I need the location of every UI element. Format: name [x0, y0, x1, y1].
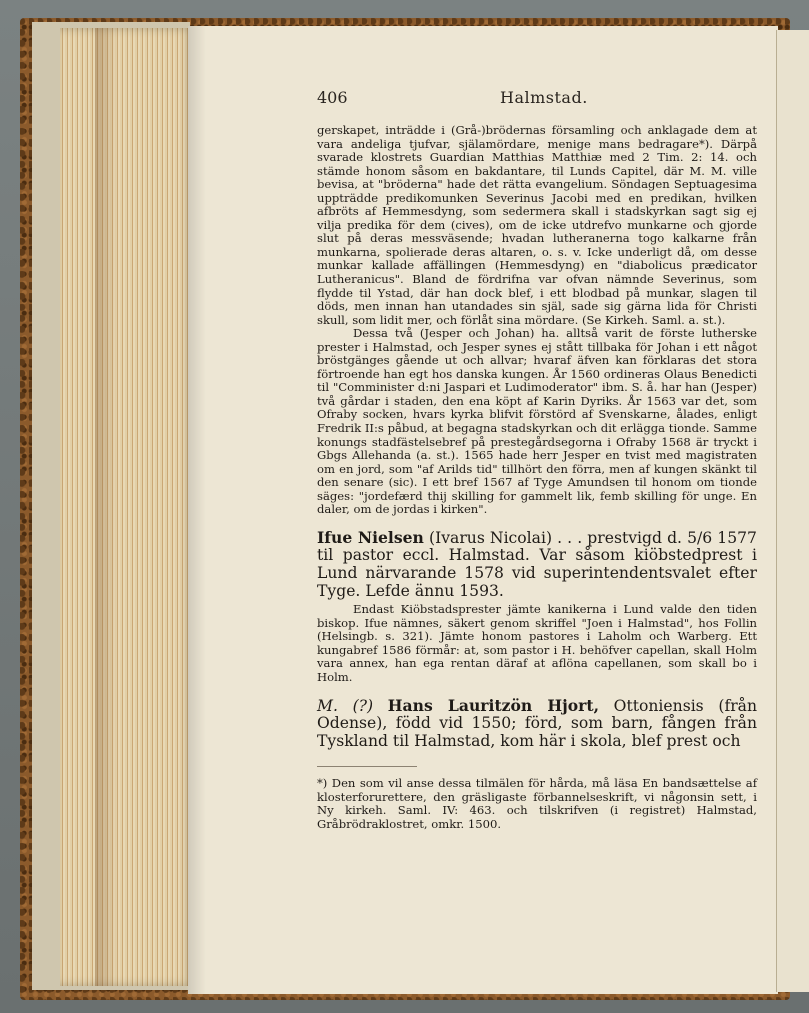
entry-1-text: (Ivarus Nicolai) . . . prestvigd d. 5/6 1577 til pastor eccl. Halmstad. Var såsom kiöbstedprest i Lund närvarande 1578 vid superintendentsvalet efter Tyge. Lefde ännu 1593. [317, 528, 757, 600]
footnote-divider [317, 766, 417, 767]
paragraph-3: Endast Kiöbstadsprester jämte kanikerna i Lund valde den tiden biskop. Ifue nämnes, säkert genom skriffel "Joen i Halmstad", hos Follin (Helsingb. s. 321). Jämte honom pastores i Laholm och Warberg. Ett kungabref 1586 förmår: at, som pastor i H. behöfver capellan, skall Holm vara annex, han ega rentan däraf at aflöna capellanen, som skall bo i Holm. [317, 602, 757, 684]
entry-ifue-nielsen [317, 529, 757, 600]
facing-page-edge [776, 30, 809, 992]
entry-2-prefix: M. (?) [317, 696, 388, 715]
page-stack-edge [60, 28, 195, 986]
paragraph-2: Dessa två (Jesper och Johan) ha. alltså varit de förste lutherske prester i Halmstad, och Jesper synes ej stått tillbaka för Johan i ett något bröstgänges gående ut och allvar; hvaraf äfven kan förklaras det stora förtroende han egt hos danska kungen. År 1560 ordineras Olaus Benedicti til "Comminister d:ni Jaspari et Ludimoderator" ibm. S. å. har han (Jesper) två gårdar i staden, den ena köpt af Karin Dyriks. År 1563 var det, som Ofraby socken, hvars kyrka blifvit förstörd af Svenskarne, ålades, enligt Fredrik II:s påbud, at begagna stadskyrkan och dit erlägga tionde. Samme konungs stadfästelsebref på prestegårdsegorna i Ofraby 1568 är tryckt i Gbgs Allehanda (a. st.). 1565 hade herr Jesper en tvist med magistraten om en jord, som "af Arilds tid" tillhört den förra, men af kungen skänkt til den senare (sic). I ett bref 1567 af Tyge Amundsen til honom om tionde säges: "jordefærd thij skilling for gammelt lik, femb skilling för unge. En daler, om de jordas i kirken". [317, 326, 757, 517]
page-stack-shadow [95, 28, 117, 986]
running-head [317, 88, 757, 110]
paragraph-1: gerskapet, inträdde i (Grå-)brödernas församling och anklagade dem at vara andeliga tjufvar, själamördare, menige mans bedragare*). Därpå svarade klostrets Guardian Matthias Matthiæ med 2 Tim. 2: 14. och stämde honom såsom en bakdantare, til Lunds Capitel, där M. M. ville bevisa, at "bröderna" hade det rätta evangelium. Söndagen Septuagesima uppträdde predikomunken Severinus Jacobi med en predikan, hvilken afbröts af Hemmesdyng, som sedermera skall i stadskyrkan sagt sig ej vilja predika för dem (cives), om de icke utdrefvo munkarne och gjorde slut på deras messväsende; hvadan lutheranerna togo kalkarne från munkarna, spolierade deras altaren, o. s. v. Icke underligt då, om desse munkar kallade affällingen (Hemmesdyng) en "diabolicus prædicator Lutheranicus". Bland de fördrifna var ofvan nämnde Severinus, som flydde til Ystad, där han dock blef, i ett blodbad på munkar, slagen til döds, men innan han utandades sin själ, sade sig gärna lida för Christi skull, som lidit mer, och förlåt sina mördare. (Se Kirkeh. Saml. a. st.). [317, 123, 757, 327]
footnote: *) Den som vil anse dessa tilmälen för hårda, må läsa En bandsættelse af klosterforurettere, den gräsligaste förbannelseskrift, vi någonsin sett, i Ny kirkeh. Saml. IV: 463. och tilskrifven (i registret) Halmstad, Gråbrödraklostret, omkr. 1500. [317, 776, 757, 832]
entry-hans-hjort [317, 697, 757, 751]
entry-2-text: Ottoniensis (från Odense), född vid 1550; förd, som barn, fången från Tyskland til Halmstad, kom här i skola, blef prest och [317, 696, 758, 750]
entry-2-name: Hans Lauritzön Hjort, [387, 695, 600, 715]
page-text [317, 124, 757, 832]
running-title: Halmstad. [500, 88, 588, 107]
page-number: 406 [317, 88, 348, 107]
entry-1-name: Ifue Nielsen [317, 527, 424, 547]
